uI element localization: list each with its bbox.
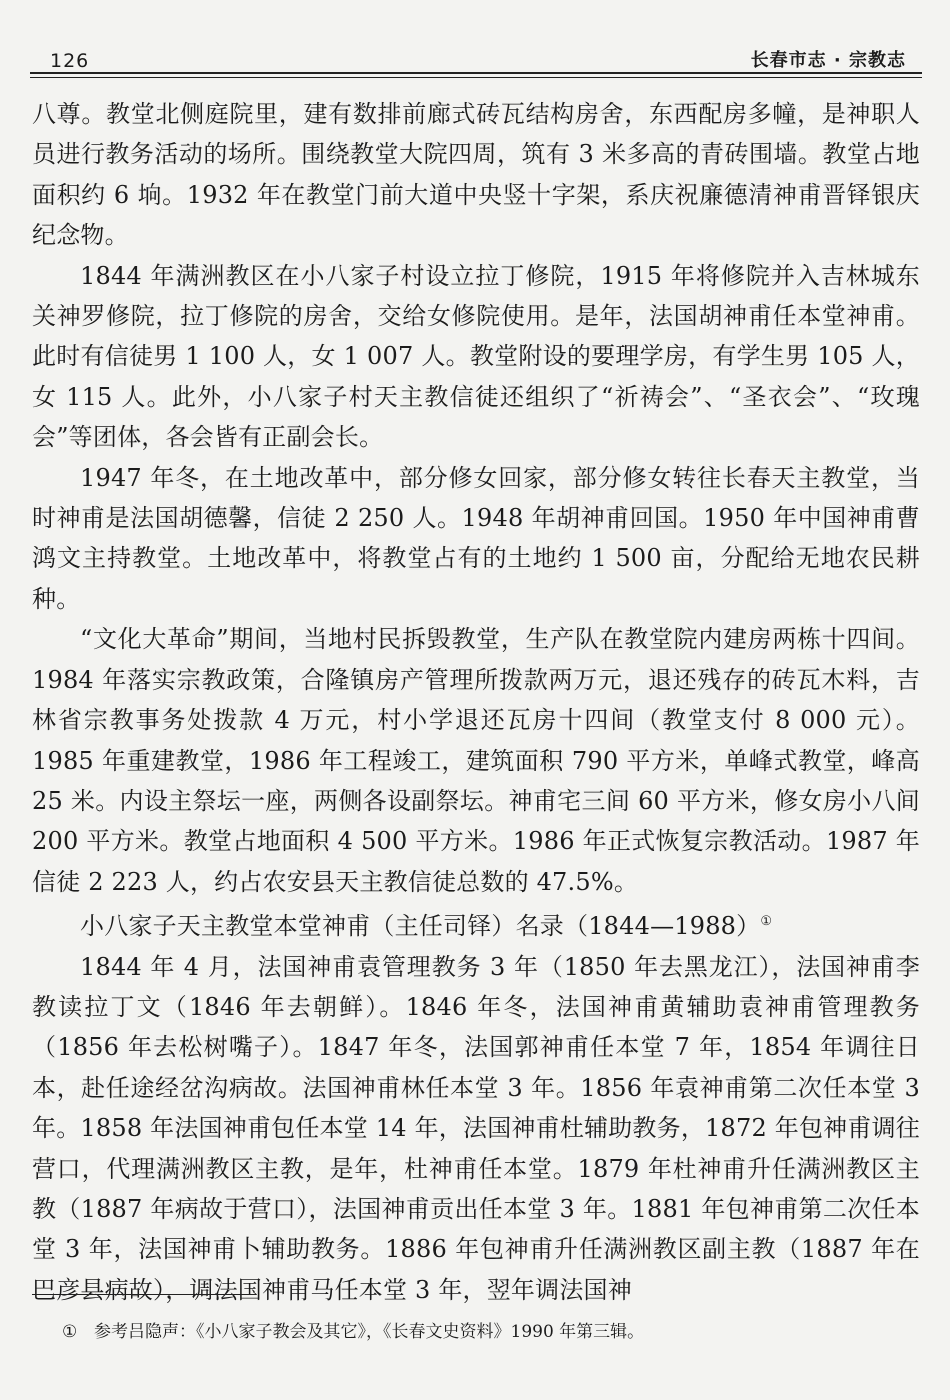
paragraph: “文化大革命”期间，当地村民拆毁教堂，生产队在教堂院内建房两栋十四间。1984 年落实宗教政策，合隆镇房产管理所拨款两万元，退还残存的砖瓦木料，吉林省宗教事务处拨款 4 万元，村小学退还瓦房十四间（教堂支付 8 000 元）。1985 年重建教堂，1986 年工程竣工，建筑面积 790 平方米，单峰式教堂，峰高 25 米。内设主祭坛一座，两侧各设副祭坛。神甫宅三间 60 平方米，修女房小八间 200 平方米。教堂占地面积 4 500 平方米。1986 年正式恢复宗教活动。1987 年信徒 2 223 人，约占农安县天主教信徒总数的 47.5%。 [32, 625, 920, 896]
section-heading-text: 小八家子天主教堂本堂神甫（主任司铎）名录（1844—1988） [80, 912, 761, 941]
footnote-reference: ① [760, 914, 773, 930]
body-text [32, 94, 920, 1310]
page-number: 126 [50, 50, 90, 72]
footnote-text: 参考吕隐声：《小八家子教会及其它》，《长春文史资料》1990 年第三辑。 [94, 1322, 645, 1342]
header-rule-thin [30, 77, 922, 78]
page-header [30, 44, 922, 76]
paragraph: 八尊。教堂北侧庭院里，建有数排前廊式砖瓦结构房舍，东西配房多幢，是神职人员进行教务活动的场所。围绕教堂大院四周，筑有 3 米多高的青砖围墙。教堂占地面积约 6 垧。1932 年在教堂门前大道中央竖十字架，系庆祝廉德清神甫晋铎银庆纪念物。 [32, 100, 920, 250]
header-rule [30, 72, 922, 74]
paragraph: 1947 年冬，在土地改革中，部分修女回家，部分修女转往长春天主教堂，当时神甫是法国胡德馨，信徒 2 250 人。1948 年胡神甫回国。1950 年中国神甫曹鸿文主持教堂。土地改革中，将教堂占有的土地约 1 500 亩，分配给无地农民耕种。 [32, 463, 920, 613]
footnote [62, 1320, 922, 1344]
footnote-rule [32, 1294, 254, 1295]
running-title: 长春市志 · 宗教志 [750, 50, 906, 71]
paragraph: 1844 年满洲教区在小八家子村设立拉丁修院，1915 年将修院并入吉林城东关神罗修院，拉丁修院的房舍，交给女修院使用。是年，法国胡神甫任本堂神甫。此时有信徒男 1 100 人，女 1 007 人。教堂附设的要理学房，有学生男 105 人，女 115 人。此外，小八家子村天主教信徒还组织了“祈祷会”、“圣衣会”、“玫瑰会”等团体，各会皆有正副会长。 [32, 261, 920, 452]
section-heading [32, 902, 920, 946]
footnote-mark: ① [62, 1322, 78, 1342]
paragraph: 1844 年 4 月，法国神甫袁管理教务 3 年（1850 年去黑龙江），法国神甫李教读拉丁文（1846 年去朝鲜）。1846 年冬，法国神甫黄辅助袁神甫管理教务（1856 年去松树嘴子）。1847 年冬，法国郭神甫任本堂 7 年，1854 年调往日本，赴任途经岔沟病故。法国神甫林任本堂 3 年。1856 年袁神甫第二次任本堂 3 年。1858 年法国神甫包任本堂 14 年，法国神甫杜辅助教务，1872 年包神甫调往营口，代理满洲教区主教，是年，杜神甫任本堂。1879 年杜神甫升任满洲教区主教（1887 年病故于营口），法国神甫贡出任本堂 3 年。1881 年包神甫第二次任本堂 3 年，法国神甫卜辅助教务。1886 年包神甫升任满洲教区副主教（1887 年在巴彦县病故），调法国神甫马任本堂 3 年，翌年调法国神 [32, 952, 920, 1304]
